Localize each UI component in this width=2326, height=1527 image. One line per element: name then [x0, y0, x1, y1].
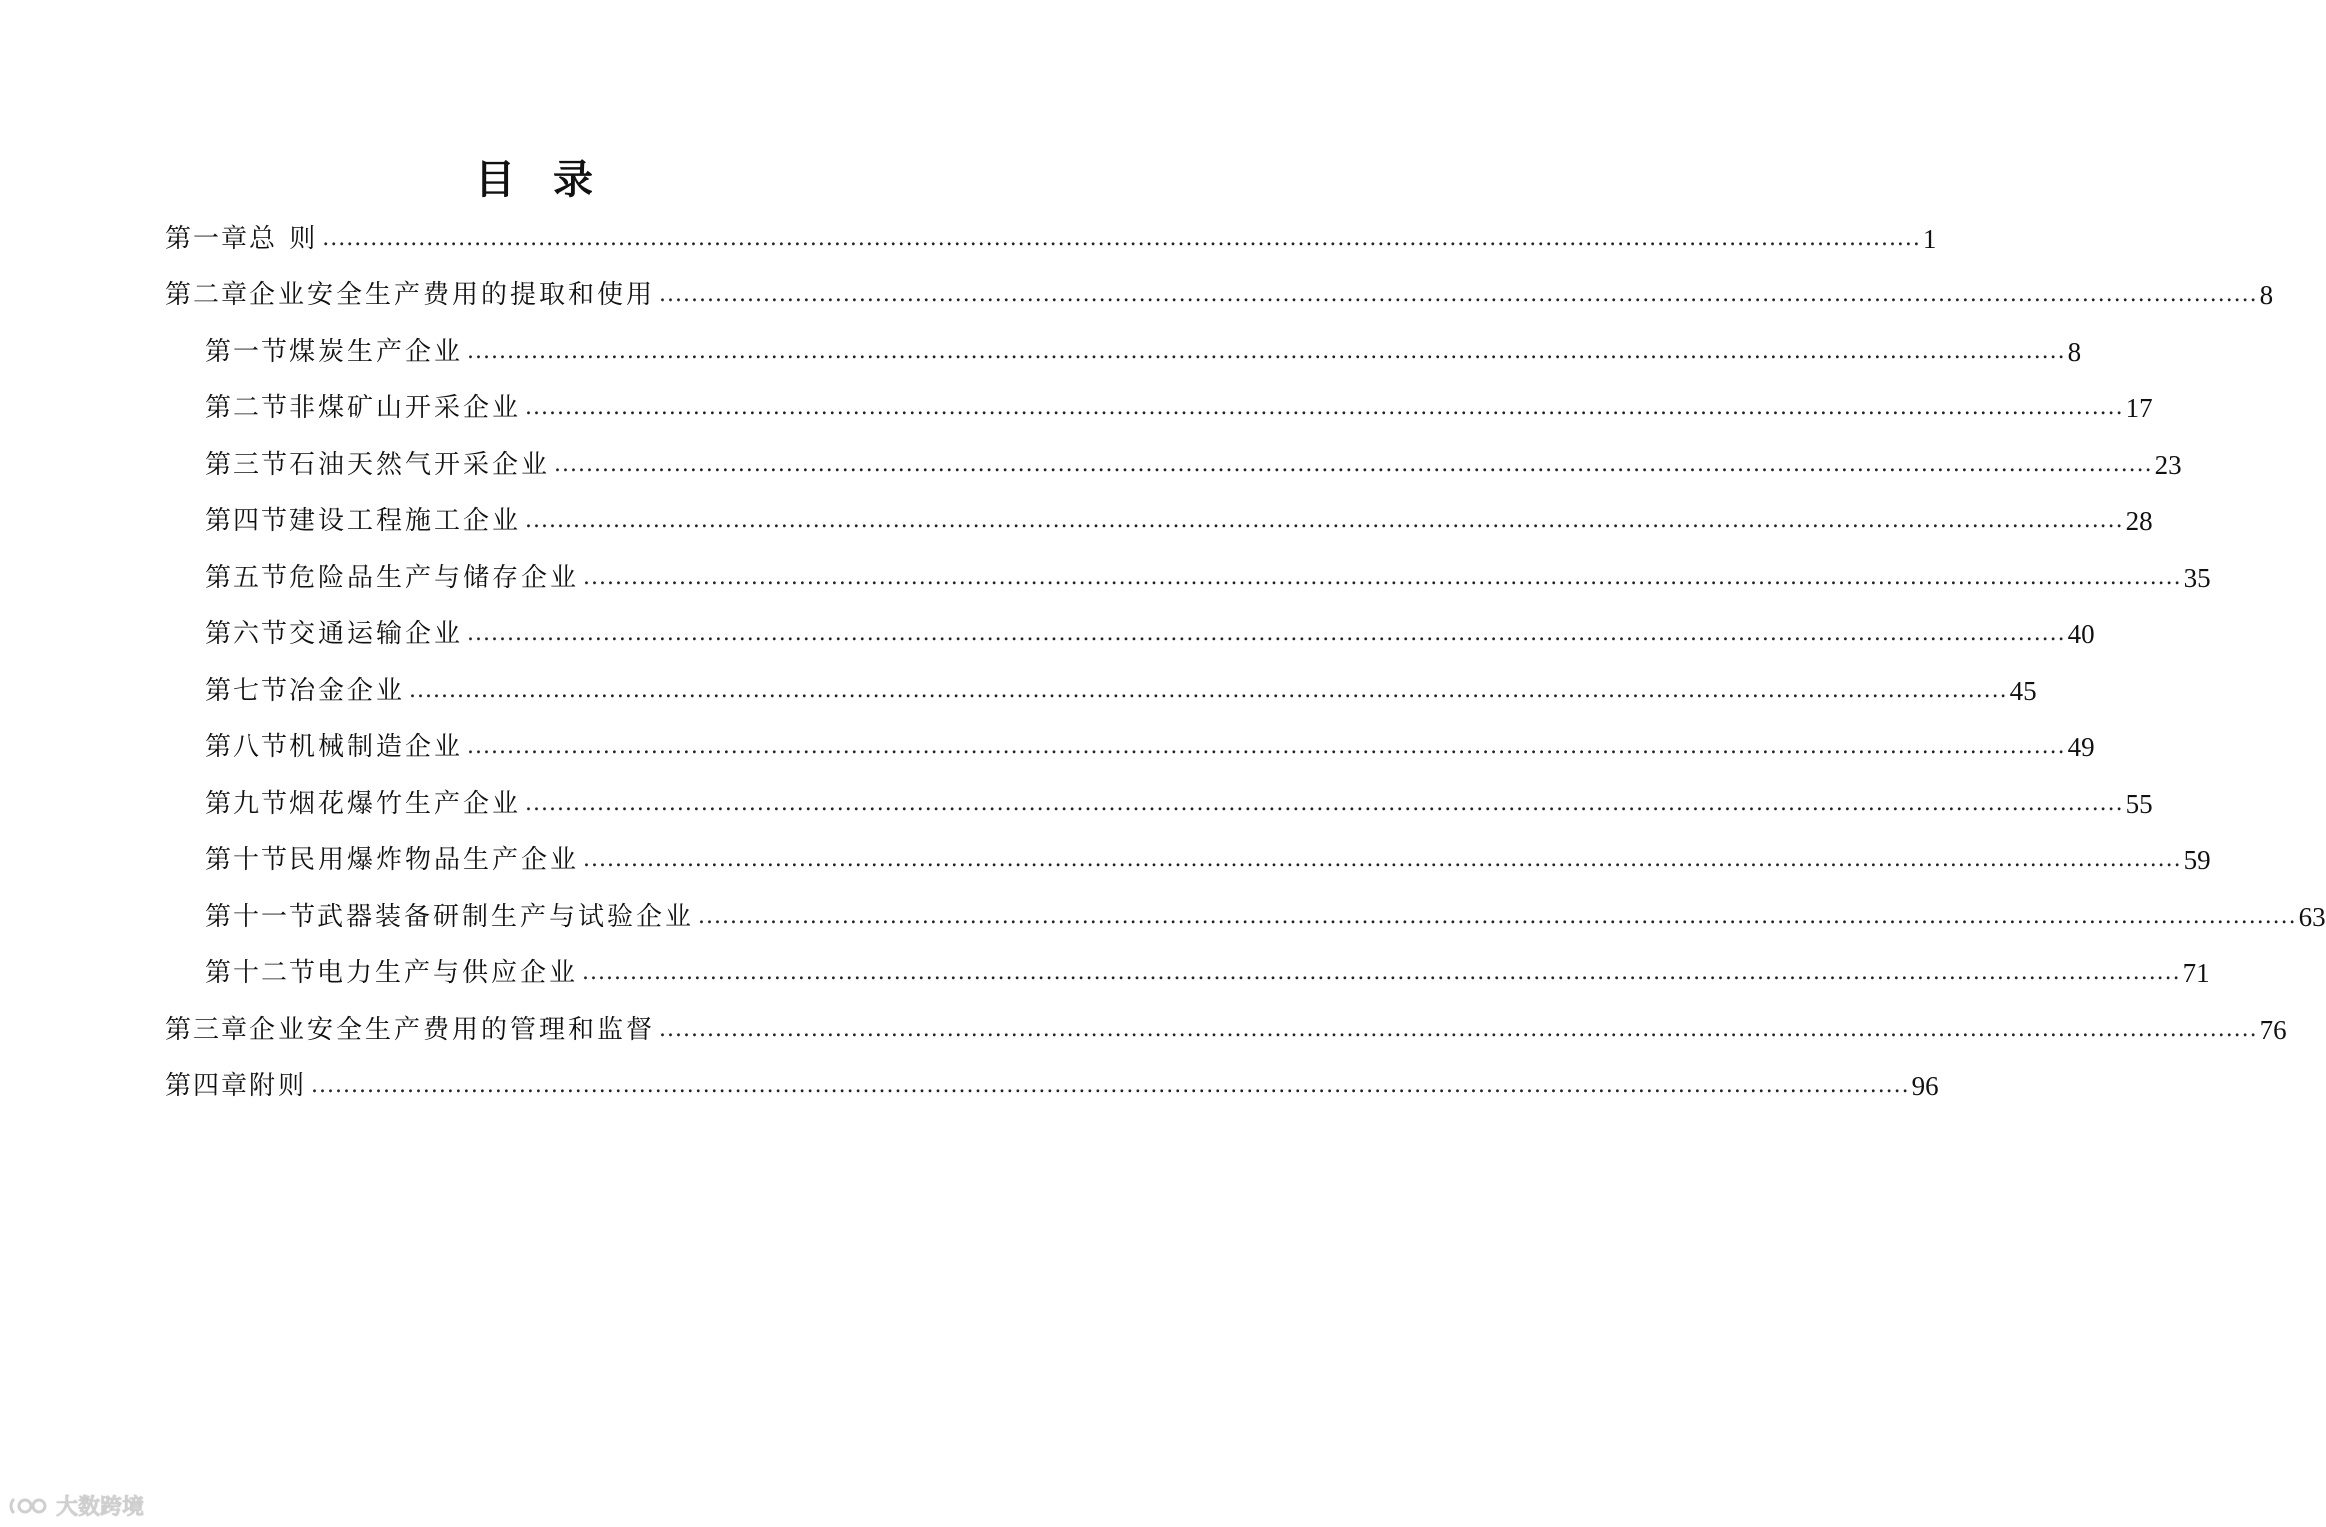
leader-dots: ........................................................................................................................................................................................................ [582, 960, 2181, 985]
entry-label: 第一章 [165, 224, 250, 254]
leader-dots: ........................................................................................................................................................................................................ [409, 678, 2008, 703]
toc-entry-section-1[interactable] [205, 332, 2082, 372]
toc-entry-section-12[interactable] [205, 953, 2210, 993]
toc-entry-section-10[interactable] [205, 840, 2211, 880]
entry-label: 第九节 [205, 789, 290, 819]
toc-entry-section-3[interactable] [205, 445, 2182, 485]
toc-entry-section-11[interactable] [205, 897, 2326, 937]
entry-title: 企业安全生产费用的管理和监督 [249, 1015, 656, 1045]
toc-entry-section-6[interactable] [205, 614, 2095, 654]
leader-dots: ........................................................................................................................................................................................................ [311, 1073, 1910, 1098]
entry-label: 第四章 [165, 1071, 250, 1101]
leader-dots: ........................................................................................................................................................................................................ [583, 565, 2182, 590]
leader-dots: ........................................................................................................................................................................................................ [659, 282, 2258, 307]
entry-label: 第三节 [205, 450, 290, 480]
entry-title: 交通运输企业 [289, 619, 464, 649]
leader-dots: ........................................................................................................................................................................................................ [525, 791, 2124, 816]
entry-label: 第五节 [205, 563, 290, 593]
entry-page-number: 8 [2259, 280, 2274, 310]
entry-label: 第三章 [165, 1015, 250, 1045]
toc-entry-chapter-3[interactable] [165, 1010, 2287, 1050]
entry-title: 危险品生产与储存企业 [289, 563, 580, 593]
entry-title: 民用爆炸物品生产企业 [289, 845, 580, 875]
leader-dots: ........................................................................................................................................................................................................ [583, 847, 2182, 872]
entry-title: 石油天然气开采企业 [289, 450, 551, 480]
entry-label: 第二章 [165, 280, 250, 310]
leader-dots: ........................................................................................................................................................................................................ [525, 508, 2124, 533]
toc-entry-chapter-2[interactable] [165, 275, 2274, 315]
toc-entry-section-5[interactable] [205, 558, 2211, 598]
toc-entry-section-7[interactable] [205, 671, 2037, 711]
leader-dots: ........................................................................................................................................................................................................ [322, 226, 1921, 251]
entry-title: 机械制造企业 [289, 732, 464, 762]
entry-title: 冶金企业 [289, 676, 406, 706]
entry-title: 武器装备研制生产与试验企业 [317, 902, 695, 932]
entry-title: 总 则 [249, 224, 319, 254]
toc-entry-section-9[interactable] [205, 784, 2153, 824]
entry-label: 第六节 [205, 619, 290, 649]
entry-title: 煤炭生产企业 [289, 337, 464, 367]
toc-entry-section-2[interactable] [205, 388, 2153, 428]
entry-page-number: 96 [1911, 1071, 1939, 1101]
leader-dots: ........................................................................................................................................................................................................ [467, 734, 2066, 759]
toc-entry-section-4[interactable] [205, 501, 2153, 541]
entry-label: 第十一节 [205, 902, 318, 932]
entry-page-number: 55 [2125, 789, 2153, 819]
leader-dots: ........................................................................................................................................................................................................ [698, 904, 2297, 929]
entry-title: 建设工程施工企业 [289, 506, 522, 536]
entry-title: 烟花爆竹生产企业 [289, 789, 522, 819]
entry-page-number: 23 [2154, 450, 2182, 480]
entry-label: 第十二节 [205, 958, 318, 988]
leader-dots: ........................................................................................................................................................................................................ [467, 621, 2066, 646]
entry-title: 附则 [249, 1071, 308, 1101]
entry-page-number: 1 [1922, 224, 1937, 254]
watermark [8, 1490, 144, 1521]
entry-title: 电力生产与供应企业 [317, 958, 579, 988]
entry-page-number: 59 [2183, 845, 2211, 875]
toc-entry-section-8[interactable] [205, 727, 2095, 767]
entry-title: 非煤矿山开采企业 [289, 393, 522, 423]
entry-page-number: 76 [2259, 1015, 2287, 1045]
page-title: 目 录 [475, 157, 605, 203]
leader-dots: ........................................................................................................................................................................................................ [467, 339, 2066, 364]
leader-dots: ........................................................................................................................................................................................................ [659, 1017, 2258, 1042]
entry-label: 第二节 [205, 393, 290, 423]
entry-page-number: 63 [2298, 902, 2326, 932]
entry-page-number: 8 [2067, 337, 2082, 367]
leader-dots: ........................................................................................................................................................................................................ [554, 452, 2153, 477]
entry-label: 第八节 [205, 732, 290, 762]
entry-label: 第一节 [205, 337, 290, 367]
entry-label: 第十节 [205, 845, 290, 875]
leader-dots: ........................................................................................................................................................................................................ [525, 395, 2124, 420]
entry-page-number: 17 [2125, 393, 2153, 423]
entry-page-number: 40 [2067, 619, 2095, 649]
watermark-text: 大数跨境 [56, 1495, 145, 1520]
entry-label: 第四节 [205, 506, 290, 536]
entry-page-number: 49 [2067, 732, 2095, 762]
logo-icon [8, 1495, 52, 1517]
entry-page-number: 71 [2182, 958, 2210, 988]
entry-page-number: 28 [2125, 506, 2153, 536]
entry-page-number: 45 [2009, 676, 2037, 706]
entry-title: 企业安全生产费用的提取和使用 [249, 280, 656, 310]
toc-entry-chapter-4[interactable] [165, 1066, 1939, 1106]
entry-label: 第七节 [205, 676, 290, 706]
toc-entry-chapter-1[interactable] [165, 219, 1937, 259]
entry-page-number: 35 [2183, 563, 2211, 593]
